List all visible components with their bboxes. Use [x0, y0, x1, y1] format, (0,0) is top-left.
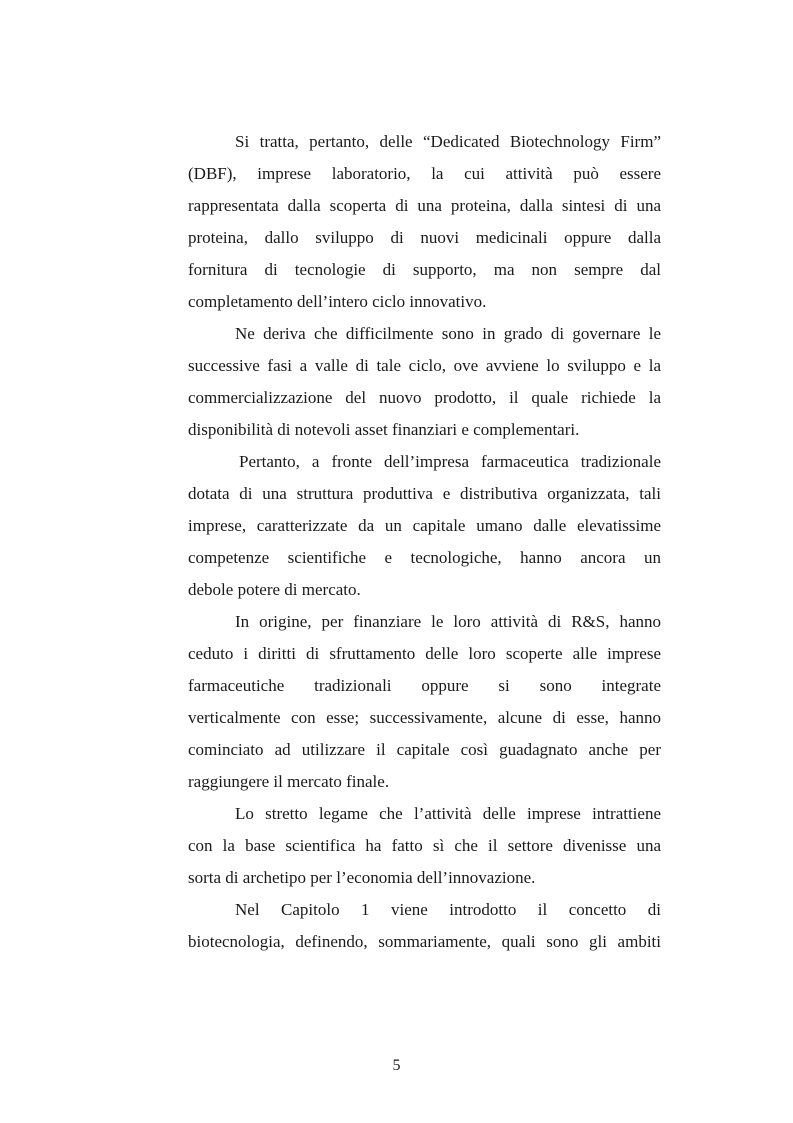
- paragraph: [188, 606, 661, 798]
- text-line: debole potere di mercato.: [188, 580, 361, 599]
- text-line: sorta di archetipo per l’economia dell’innovazione.: [188, 868, 536, 887]
- text-line: (DBF), imprese laboratorio, la cui attività può essere: [188, 164, 661, 183]
- text-line: Ne deriva che difficilmente sono in grado di governare le: [235, 324, 661, 343]
- page-number: 5: [392, 1057, 401, 1074]
- text-line: completamento dell’intero ciclo innovativo.: [188, 292, 487, 311]
- text-line: ceduto i diritti di sfruttamento delle loro scoperte alle imprese: [188, 644, 661, 663]
- paragraph: [188, 798, 661, 894]
- text-line: rappresentata dalla scoperta di una proteina, dalla sintesi di una: [188, 196, 661, 215]
- paragraph: [188, 318, 661, 446]
- text-line: disponibilità di notevoli asset finanziari e complementari.: [188, 420, 580, 439]
- text-line: Pertanto, a fronte dell’impresa farmaceutica tradizionale: [239, 452, 661, 471]
- text-line: In origine, per finanziare le loro attività di R&S, hanno: [235, 612, 661, 631]
- text-line: Nel Capitolo 1 viene introdotto il concetto di: [235, 900, 661, 919]
- text-line: Si tratta, pertanto, delle “Dedicated Biotechnology Firm”: [235, 132, 661, 151]
- text-line: proteina, dallo sviluppo di nuovi medicinali oppure dalla: [188, 228, 661, 247]
- text-line: successive fasi a valle di tale ciclo, ove avviene lo sviluppo e la: [188, 356, 661, 375]
- text-line: farmaceutiche tradizionali oppure si sono integrate: [188, 676, 661, 695]
- text-line: competenze scientifiche e tecnologiche, hanno ancora un: [188, 548, 661, 567]
- text-line: biotecnologia, definendo, sommariamente, quali sono gli ambiti: [188, 932, 661, 951]
- body-text: [188, 126, 661, 958]
- paragraph: [188, 126, 661, 318]
- paragraph: [188, 894, 661, 958]
- paragraph: [188, 446, 661, 606]
- text-line: fornitura di tecnologie di supporto, ma non sempre dal: [188, 260, 661, 279]
- text-line: cominciato ad utilizzare il capitale così guadagnato anche per: [188, 740, 661, 759]
- text-line: verticalmente con esse; successivamente, alcune di esse, hanno: [188, 708, 661, 727]
- text-line: commercializzazione del nuovo prodotto, il quale richiede la: [188, 388, 661, 407]
- text-line: imprese, caratterizzate da un capitale umano dalle elevatissime: [188, 516, 661, 535]
- text-line: con la base scientifica ha fatto sì che il settore divenisse una: [188, 836, 661, 855]
- text-line: raggiungere il mercato finale.: [188, 772, 390, 791]
- text-line: Lo stretto legame che l’attività delle imprese intrattiene: [235, 804, 661, 823]
- text-line: dotata di una struttura produttiva e distributiva organizzata, tali: [188, 484, 661, 503]
